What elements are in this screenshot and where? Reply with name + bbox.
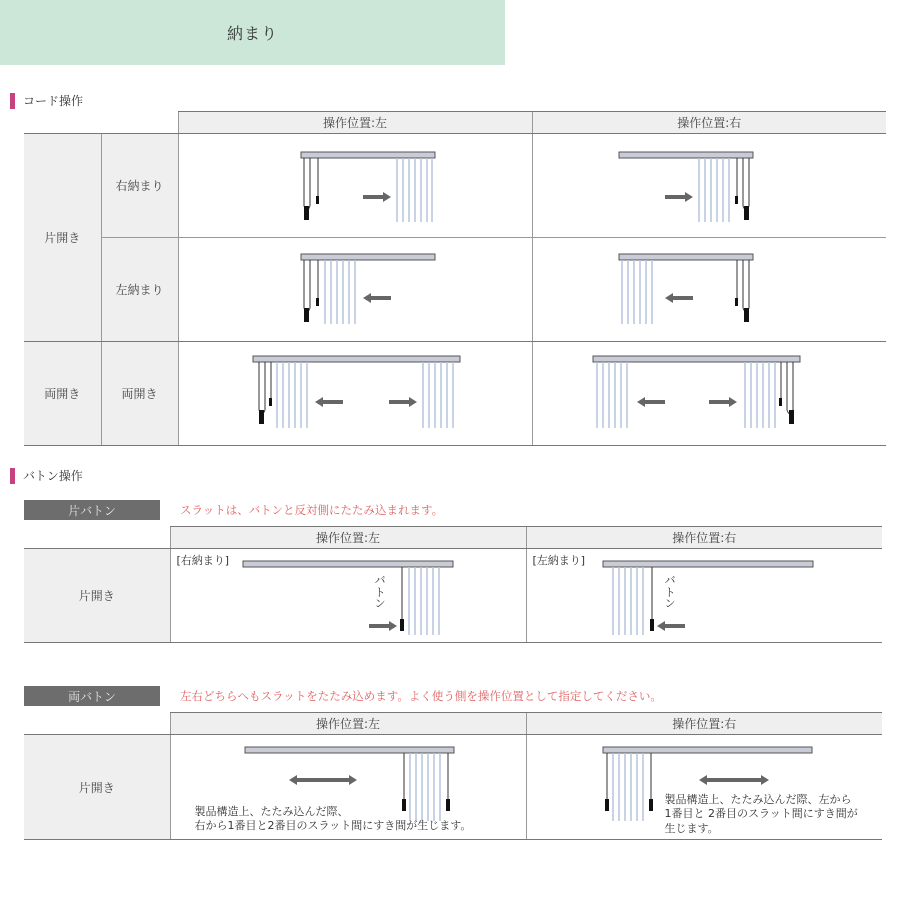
diagram-single-left xyxy=(170,549,526,643)
cord-section-heading xyxy=(10,92,83,109)
double-col-header-left: 操作位置:左 xyxy=(170,713,526,735)
cord-row-right-stack: 右納まり xyxy=(101,134,178,238)
section-marker xyxy=(10,468,15,484)
diagram-double-left xyxy=(170,735,526,840)
single-left-tag: [右納まり] xyxy=(176,554,230,567)
diagram-cord-left-right-stack xyxy=(178,134,532,238)
double-left-note-line1: 製品構造上、たたみ込んだ際、 xyxy=(194,805,349,818)
single-col-header-right: 操作位置:右 xyxy=(526,527,882,549)
double-col-header-right: 操作位置:右 xyxy=(526,713,882,735)
page-title: 納まり xyxy=(226,24,278,43)
diagram-cord-right-right-stack xyxy=(532,134,886,238)
diagram-cord-right-center-open xyxy=(532,342,886,446)
baton-section-heading xyxy=(10,467,83,484)
single-col-header-left: 操作位置:左 xyxy=(170,527,526,549)
cord-group-one-side: 片開き xyxy=(24,134,101,342)
cord-table xyxy=(24,111,886,446)
double-baton-label: 両バトン xyxy=(24,686,160,706)
cord-col-header-right: 操作位置:右 xyxy=(532,112,886,134)
single-row-label: 片開き xyxy=(24,549,170,643)
double-row-label: 片開き xyxy=(24,735,170,840)
cord-row-center-open: 両開き xyxy=(101,342,178,446)
cord-row-left-stack: 左納まり xyxy=(101,238,178,342)
cord-col-header-left: 操作位置:左 xyxy=(178,112,532,134)
double-baton-table xyxy=(24,712,882,840)
single-right-baton-text: バトン xyxy=(664,574,676,611)
baton-section-title: バトン操作 xyxy=(23,469,83,483)
double-left-note xyxy=(195,805,472,834)
cord-group-both-sides: 両開き xyxy=(24,342,101,446)
section-marker xyxy=(10,93,15,109)
diagram-single-right xyxy=(526,549,882,643)
diagram-cord-right-left-stack xyxy=(532,238,886,342)
double-right-note xyxy=(665,793,858,836)
double-right-note-line3: 生じます。 xyxy=(664,821,719,835)
double-right-note-line1: 製品構造上、たたみ込んだ際、左から xyxy=(664,793,852,806)
diagram-cord-left-left-stack xyxy=(178,238,532,342)
cord-section-title: コード操作 xyxy=(23,94,84,108)
single-baton-note: スラットは、バトンと反対側にたたみ込まれます。 xyxy=(180,503,444,517)
single-baton-label: 片バトン xyxy=(24,500,160,520)
single-right-tag: [左納まり] xyxy=(532,554,586,567)
diagram-cord-left-center-open xyxy=(178,342,532,446)
title-banner xyxy=(0,0,505,65)
double-left-note-line2: 右から1番目と2番目のスラット間にすき間が生じます。 xyxy=(194,819,472,833)
double-right-note-line2: 1番目と 2番目のスラット間にすき間が xyxy=(664,807,858,821)
double-baton-note: 左右どちらへもスラットをたたみ込めます。よく使う側を操作位置として指定してください。 xyxy=(180,689,662,703)
diagram-double-right xyxy=(526,735,882,840)
single-left-baton-text: バトン xyxy=(374,574,386,611)
single-baton-table xyxy=(24,526,882,643)
